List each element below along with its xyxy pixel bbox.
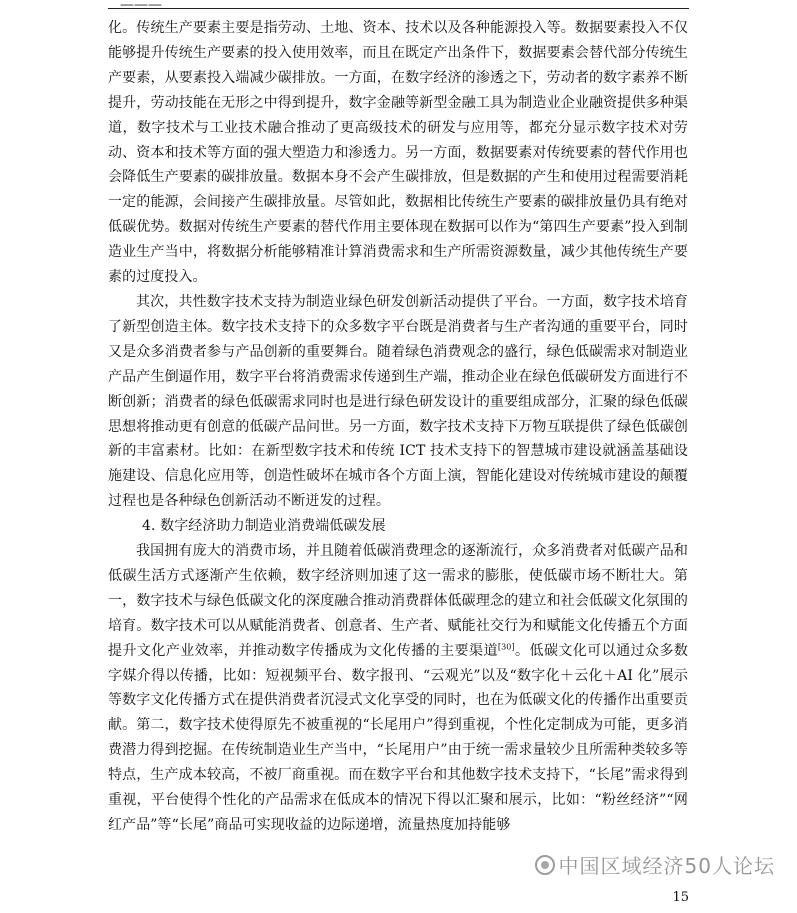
watermark-text: 中国区域经济50人论坛 (558, 854, 775, 878)
section-heading: 4. 数字经济助力制造业消费端低碳发展 (142, 518, 386, 535)
running-header-text: ——— (120, 0, 162, 13)
wechat-channel-icon (535, 855, 555, 875)
paragraph-consumption-part2: 。低碳文化可以通过众多数字媒介得以传播，比如：短视频平台、数字报刊、“云观光”以及“数字化＋云化＋AI 化”展示等数字文化传播方式在提供消费者沉浸式文化享受的同时，也在为低碳文化的传播作出重要贡献。第二，数字技术使得原先不被重视的“长尾用户”得到重视，个性化定制成为可能，更多消费潜力得到挖掘。在传统制造业生产当中，“长尾用户”由于统一需求量较少且所需种类较多等特点，生产成本较高，不被厂商重视。而在数字平台和其他数字技术支持下，“长尾”需求得到重视，平台使得个性化的产品需求在低成本的情况下得以汇聚和展示，比如：“粉丝经济”“网红产品”等“长尾”商品可实现收益的边际递增，流量热度加持能够 (108, 642, 688, 833)
running-header (120, 0, 260, 13)
paragraph-green-rd: 其次，共性数字技术支持为制造业绿色研发创新活动提供了平台。一方面，数字技术培育了新型创造主体。数字技术支持下的众多数字平台既是消费者与生产者沟通的重要平台，同时又是众多消费者参与产品创新的重要舞台。随着绿色消费观念的盛行，绿色低碳需求对制造业产品产生倒逼作用，数字平台将消费需求传递到生产端，推动企业在绿色低碳研发方面进行不断创新；消费者的绿色低碳需求同时也是进行绿色研发设计的重要组成部分，汇聚的绿色低碳思想将推动更有创意的低碳产品问世。另一方面，数字技术支持下万物互联提供了绿色低碳创新的丰富素材。比如：在新型数字技术和传统 ICT 技术支持下的智慧城市建设就涵盖基础设施建设、信息化应用等，创造性破坏在城市各个方面上演，智能化建设对传统城市建设的颠覆过程也是各种绿色创新活动不断迸发的过程。 (108, 293, 688, 510)
paragraph-consumption-part1: 我国拥有庞大的消费市场，并且随着低碳消费理念的逐渐流行，众多消费者对低碳产品和低碳生活方式逐渐产生依赖，数字经济则加速了这一需求的膨胀，使低碳市场不断壮大。第一，数字技术与绿色低碳文化的深度融合推动消费群体低碳理念的建立和社会低碳文化氛围的培育。数字技术可以从赋能消费者、创意者、生产者、赋能社交行为和赋能文化传播五个方面提升文化产业效率，并推动数字传播成为文化传播的主要渠道 (108, 543, 688, 659)
citation-marker: [30] (497, 642, 515, 651)
body-text (108, 16, 688, 838)
watermark (535, 850, 775, 879)
paragraph-consumption (108, 539, 688, 838)
paragraph-data-factor: 化。传统生产要素主要是指劳动、土地、资本、技术以及各种能源投入等。数据要素投入不仅能够提升传统生产要素的投入使用效率，而且在既定产出条件下，数据要素会替代部分传统生产要素，从要素投入端减少碳排放。一方面，在数字经济的渗透之下，劳动者的数字素养不断提升，劳动技能在无形之中得到提升，数字金融等新型金融工具为制造业企业融资提供多种渠道，数字技术与工业技术融合推动了更高级技术的研发与应用等，都充分显示数字技术对劳动、资本和技术等方面的强大塑造力和渗透力。另一方面，数据要素对传统要素的替代作用也会降低生产要素的碳排放量。数据本身不会产生碳排放，但是数据的产生和使用过程需要消耗一定的能源，会间接产生碳排放量。尽管如此，数据相比传统生产要素的碳排放量仍具有绝对低碳优势。数据对传统生产要素的替代作用主要体现在数据可以作为“第四生产要素”投入到制造业生产当中，将数据分析能够精准计算消费需求和生产所需资源数量，减少其他传统生产要素的过度投入。 (108, 20, 688, 286)
header-rule (108, 8, 689, 9)
page-number: 15 (672, 890, 689, 905)
